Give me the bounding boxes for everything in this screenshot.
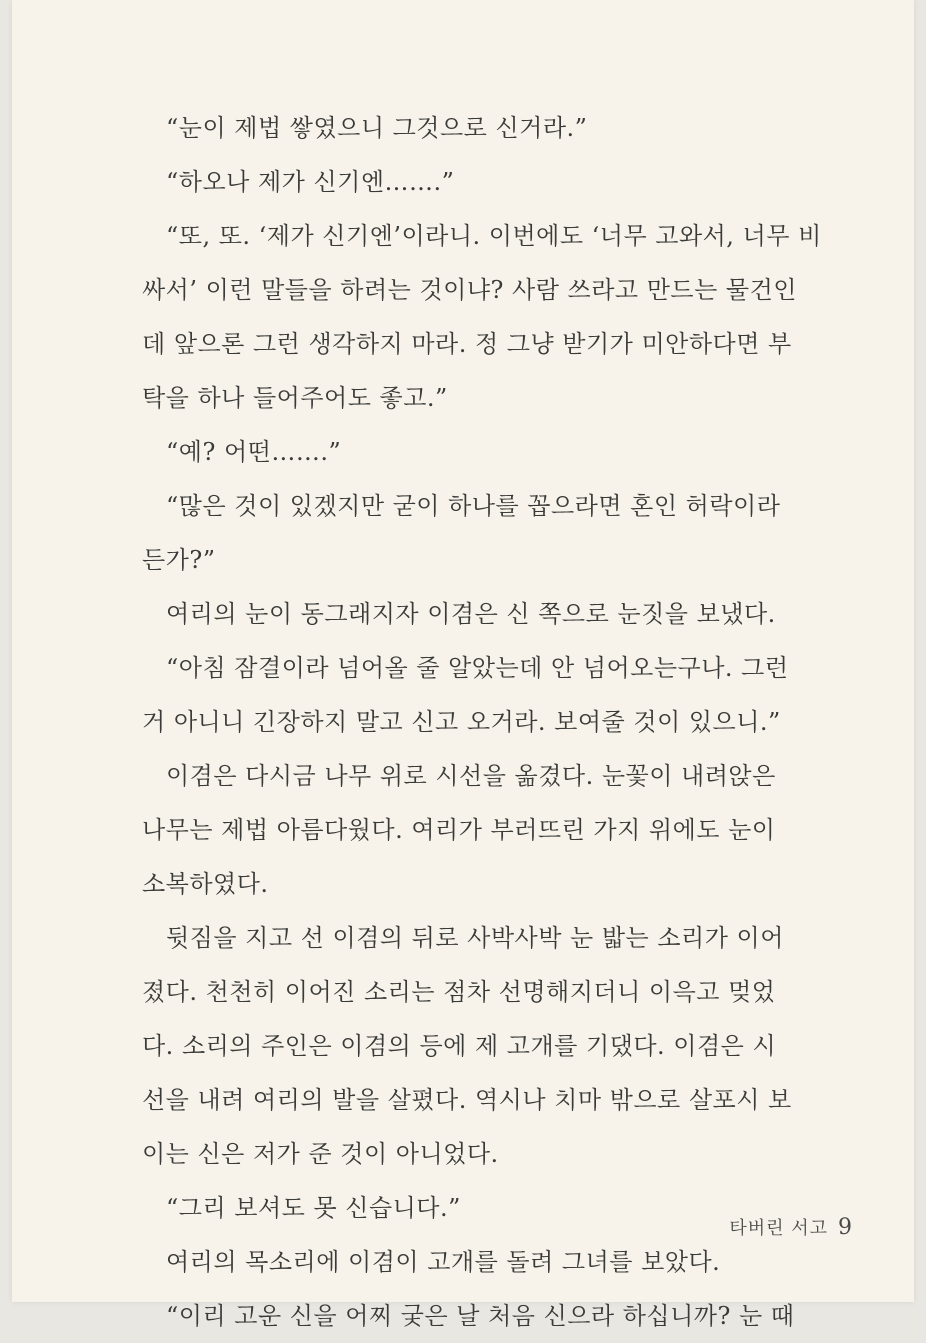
text-line: “많은 것이 있겠지만 굳이 하나를 꼽으라면 혼인 허락이라 — [166, 492, 781, 520]
text-line: “이리 고운 신을 어찌 궂은 날 처음 신으라 하십니까? 눈 때 — [166, 1302, 795, 1330]
body-text — [142, 101, 822, 1343]
text-line: 여리의 목소리에 이겸이 고개를 돌려 그녀를 보았다. — [166, 1248, 721, 1276]
text-line: “그리 보셔도 못 신습니다.” — [166, 1194, 461, 1222]
text-line: 이는 신은 저가 준 것이 아니었다. — [142, 1140, 499, 1168]
text-line: 소복하였다. — [142, 870, 269, 898]
text-line: 이겸은 다시금 나무 위로 시선을 옮겼다. 눈꽃이 내려앉은 — [166, 762, 776, 790]
text-line: 탁을 하나 들어주어도 좋고.” — [142, 384, 448, 412]
text-line: “아침 잠결이라 넘어올 줄 알았는데 안 넘어오는구나. 그런 — [166, 654, 789, 682]
page-footer — [662, 1214, 852, 1240]
text-line: “눈이 제법 쌓였으니 그것으로 신거라.” — [166, 114, 588, 142]
text-line: 나무는 제법 아름다웠다. 여리가 부러뜨린 가지 위에도 눈이 — [142, 816, 776, 844]
text-line: “예? 어떤…….” — [166, 438, 342, 466]
text-line: 든가?” — [142, 546, 216, 574]
text-line: 뒷짐을 지고 선 이겸의 뒤로 사박사박 눈 밟는 소리가 이어 — [166, 924, 784, 952]
text-line: 여리의 눈이 동그래지자 이겸은 신 쪽으로 눈짓을 보냈다. — [166, 600, 776, 628]
text-line: “또, 또. ‘제가 신기엔’이라니. 이번에도 ‘너무 고와서, 너무 비 — [166, 222, 822, 250]
page-number: 9 — [838, 1215, 852, 1240]
text-line: 싸서’ 이런 말들을 하려는 것이냐? 사람 쓰라고 만드는 물건인 — [142, 276, 797, 304]
text-line: 선을 내려 여리의 발을 살폈다. 역시나 치마 밖으로 살포시 보 — [142, 1086, 792, 1114]
running-title: 타버린 서고 — [729, 1218, 828, 1239]
text-line: 거 아니니 긴장하지 말고 신고 오거라. 보여줄 것이 있으니.” — [142, 708, 781, 736]
text-line: 졌다. 천천히 이어진 소리는 점차 선명해지더니 이윽고 멎었 — [142, 978, 776, 1006]
text-line: 데 앞으론 그런 생각하지 마라. 정 그냥 받기가 미안하다면 부 — [142, 330, 792, 358]
book-page — [12, 0, 914, 1330]
text-line: 다. 소리의 주인은 이겸의 등에 제 고개를 기댔다. 이겸은 시 — [142, 1032, 777, 1060]
text-line: “하오나 제가 신기엔…….” — [166, 168, 455, 196]
